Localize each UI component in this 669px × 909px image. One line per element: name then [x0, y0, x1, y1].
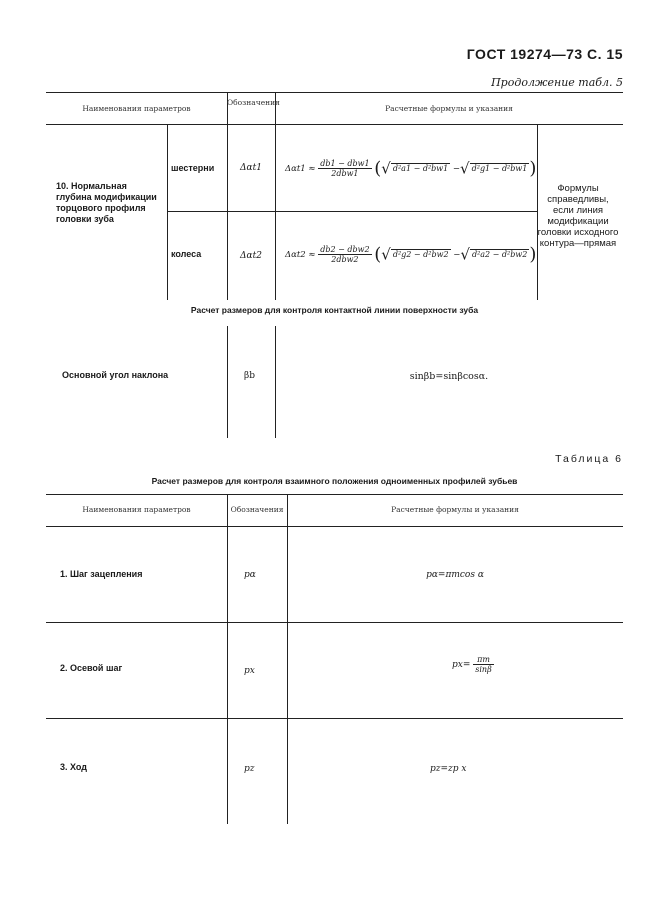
table6-row3-symbol: pz [244, 764, 255, 774]
row10-wheel-symbol: Δαt2 [240, 251, 262, 261]
wheel-fraction-den: 2dbw2 [331, 255, 359, 264]
table6-row2-param: 2. Осевой шаг [60, 663, 123, 673]
base-angle-symbol: βb [244, 371, 255, 381]
table6-label: Таблица 6 [555, 453, 623, 465]
table5-col-header-params: Наименования параметров [82, 104, 191, 113]
row2-fraction [473, 655, 493, 674]
row10-pinion-formula: Δαt1 ≈ $\frac{\text{db1 − dbw1}}{\text{2dbw1}}$ (√ d²a1 − d²bw1 −√ d²g1 − d²bw1 ) [285, 158, 537, 179]
table6-row2-formula [452, 655, 494, 674]
pinion-formula-lhs: Δαt1 ≈ [285, 164, 316, 174]
table6-row1-param: 1. Шаг зацепления [60, 569, 143, 579]
row10-pinion-label: шестерни [171, 163, 215, 173]
row10-divider-2 [275, 124, 276, 300]
row2-fraction-den: sinβ [475, 665, 492, 674]
row10-subdivider [167, 124, 168, 300]
table6-col-header-params: Наименования параметров [82, 505, 191, 514]
table6-col-header-formulas: Расчетные формулы и указания [391, 505, 519, 514]
row10-wheel-label: колеса [171, 249, 202, 259]
base-angle-param: Основной угол наклона [62, 370, 169, 380]
page-header: ГОСТ 19274—73 С. 15 [466, 46, 623, 62]
row10-note: Формулы справедливы, если линия модификации головки исходного контура—прямая [537, 183, 619, 249]
base-angle-formula: sinβb=sinβcosα. [409, 371, 489, 382]
table-continuation-label: Продолжение табл. 5 [491, 76, 623, 89]
table6-row2-symbol: px [244, 666, 255, 676]
table6-row3-param: 3. Ход [60, 762, 87, 772]
wheel-fraction-num: db2 − dbw2 [320, 245, 370, 254]
table6-col-header-symbols: Обозначения [230, 505, 284, 514]
table6-top-border [46, 494, 623, 495]
row10-divider-1 [227, 124, 228, 300]
row10-mid-border [167, 211, 537, 212]
table6-divider-1 [227, 494, 228, 824]
table6-row1-symbol: pα [244, 570, 256, 580]
wheel-root-1: d²g2 − d²bw2 [392, 250, 449, 259]
wheel-fraction [318, 245, 371, 264]
table6-row-border-1 [46, 622, 623, 623]
table6-divider-2 [287, 494, 288, 824]
table5-section-title: Расчет размеров для контроля контактной линии поверхности зуба [190, 305, 479, 315]
row10-param: 10. Нормальная глубина модификации торцового профиля головки зуба [56, 181, 157, 224]
wheel-root-2: d²a2 − d²bw2 [471, 250, 528, 259]
pinion-root-2: d²g1 − d²bw1 [471, 164, 528, 173]
table6-row-border-2 [46, 718, 623, 719]
table6-title: Расчет размеров для контроля взаимного положения одноименных профилей зубьев [151, 476, 518, 486]
table5-col-header-formulas: Расчетные формулы и указания [385, 104, 513, 113]
pinion-root-1: d²a1 − d²bw1 [392, 164, 449, 173]
row2-fraction-num: πm [473, 655, 493, 665]
pinion-fraction-den: 2dbw1 [331, 169, 359, 178]
pinion-fraction-num: db1 − dbw1 [320, 159, 370, 168]
base-angle-divider-1 [227, 326, 228, 438]
base-angle-divider-2 [275, 326, 276, 438]
table6-row1-formula: pα=πmcos α [426, 570, 484, 580]
pinion-fraction [318, 159, 371, 178]
table5-col-header-symbols: Обозначения [227, 98, 280, 107]
wheel-formula-lhs: Δαt2 ≈ [285, 250, 316, 260]
row10-wheel-formula: Δαt2 ≈ $\frac{\text{db2 − dbw2}}{\text{2dbw2}}$ (√ d²g2 − d²bw2 −√ d²a2 − d²bw2 ) [285, 244, 537, 265]
table6-row3-formula: pz=zp x [430, 764, 467, 774]
table6-header-border [46, 526, 623, 527]
table5-top-border [46, 92, 623, 93]
row10-pinion-symbol: Δαt1 [240, 163, 262, 173]
row2-formula-lhs: px= [452, 660, 471, 670]
table5-header-divider-1 [227, 92, 228, 124]
